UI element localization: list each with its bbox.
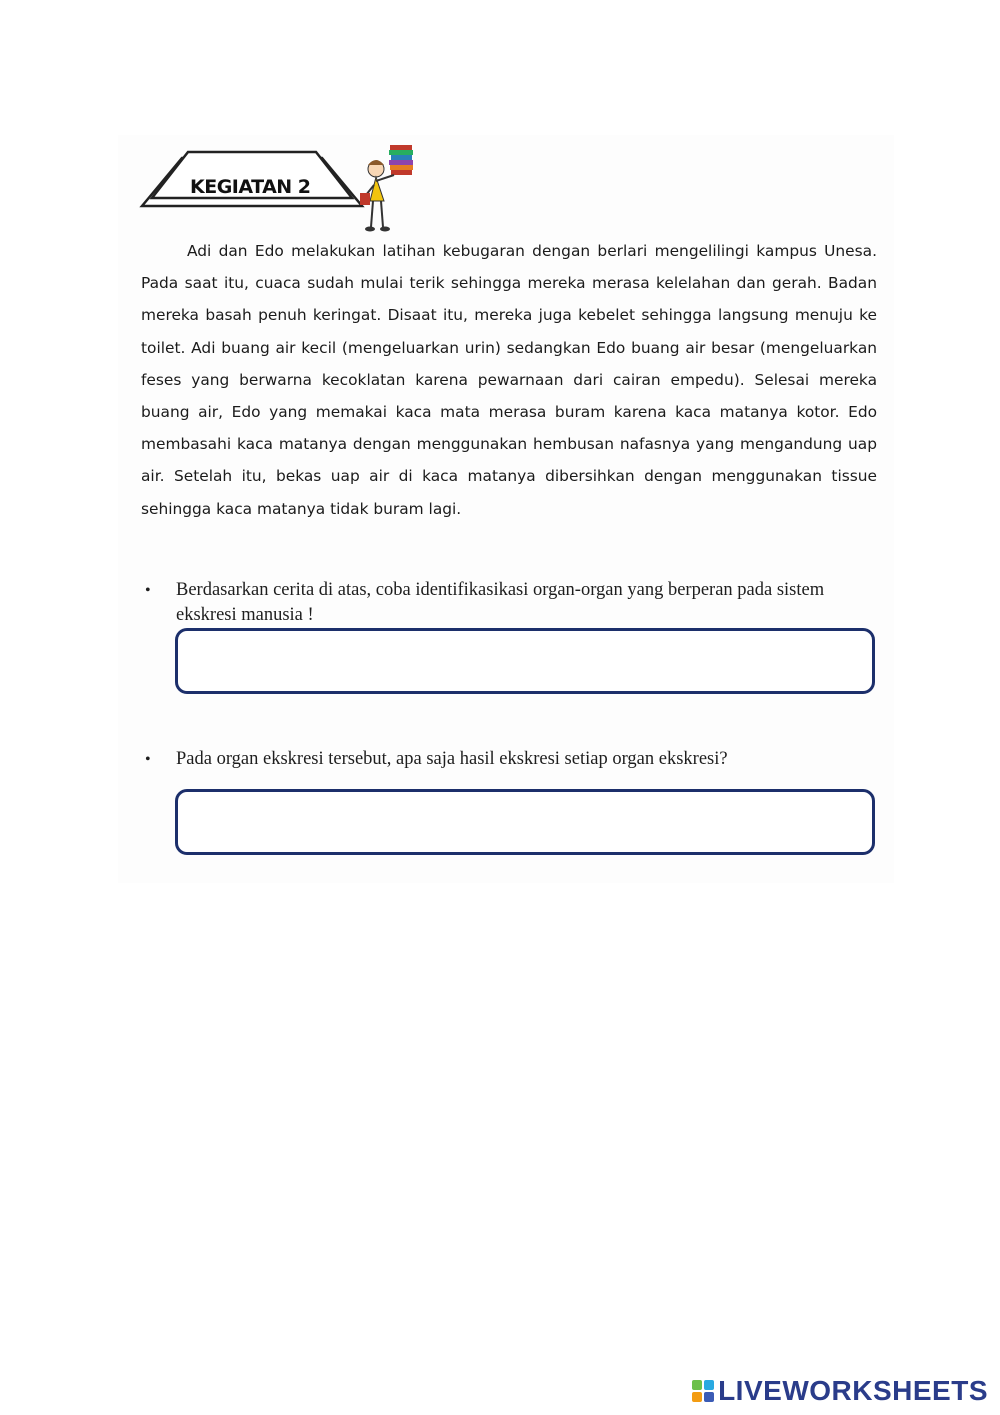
liveworksheets-brand[interactable] [692, 1375, 988, 1407]
question-2 [145, 747, 876, 772]
brand-name: LIVEWORKSHEETS [718, 1375, 988, 1406]
story-paragraph: Adi dan Edo melakukan latihan kebugaran dengan berlari mengelilingi kampus Unesa. Pada saat itu, cuaca sudah mulai terik sehingga mereka merasa kelelahan dan gerah. Badan mereka basah penuh keringat. Disaat itu, mereka juga kebelet sehingga langsung menuju ke toilet. Adi buang air kecil (mengeluarkan urin) sedangkan Edo buang air besar (mengeluarkan feses yang berwarna kecoklatan karena pewarnaan dari cairan empedu). Selesai mereka buang air, Edo yang memakai kaca mata merasa buram karena kaca matanya kotor. Edo membasahi kaca matanya dengan menggunakan hembusan nafasnya yang mengandung uap air. Setelah itu, bekas uap air di kaca matanya dibersihkan dengan menggunakan tissue sehingga kaca matanya tidak buram lagi. [141, 242, 877, 518]
student-carrying-books-icon [356, 143, 420, 235]
answer-box-1[interactable] [175, 628, 875, 694]
answer-box-2[interactable] [175, 789, 875, 855]
question-1-text: Berdasarkan cerita di atas, coba identifikasikasi organ-organ yang berperan pada sistem ekskresi manusia ! [176, 580, 825, 625]
question-1 [145, 578, 876, 628]
liveworksheets-logo-icon [692, 1380, 714, 1402]
activity-banner [138, 148, 368, 214]
question-1-bullet: • [145, 582, 151, 599]
question-2-bullet: • [145, 751, 151, 768]
question-2-text: Pada organ ekskresi tersebut, apa saja hasil ekskresi setiap organ ekskresi? [176, 749, 728, 769]
activity-title: KEGIATAN 2 [190, 176, 311, 198]
